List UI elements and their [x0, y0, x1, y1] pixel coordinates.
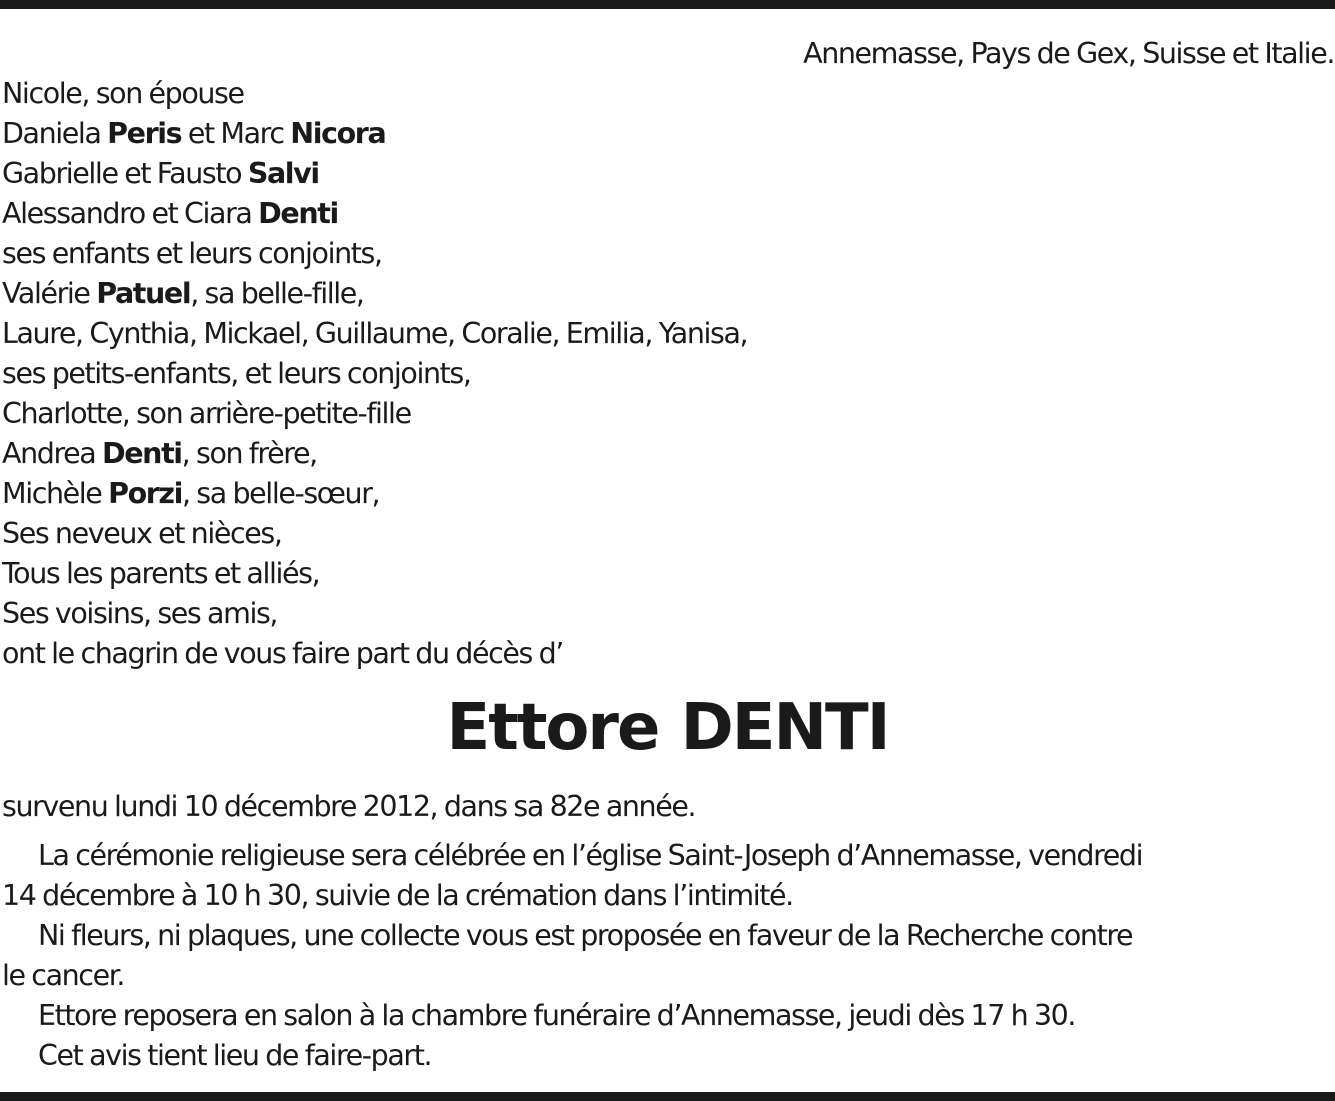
family-line-9	[2, 394, 411, 434]
family-line-text: Nicole, son épouse	[2, 77, 244, 110]
family-line-text: Michèle	[2, 477, 109, 510]
family-line-text: , sa belle-fille,	[190, 277, 364, 310]
family-line-15	[2, 634, 563, 674]
family-surname: Nicora	[290, 117, 386, 150]
family-line-10	[2, 434, 317, 474]
family-line-text: Valérie	[2, 277, 97, 310]
salon-line: Ettore reposera en salon à la chambre funéraire d’Annemasse, jeudi dès 17 h 30.	[38, 999, 1076, 1032]
bottom-rule	[0, 1092, 1335, 1101]
ceremony-line-1: La cérémonie religieuse sera célébrée en l’église Saint-Joseph d’Annemasse, vendredi	[38, 839, 1143, 872]
family-line-text: Tous les parents et alliés,	[2, 557, 320, 590]
death-date-line: survenu lundi 10 décembre 2012, dans sa 82e année.	[2, 790, 696, 823]
family-line-text: Charlotte, son arrière-petite-fille	[2, 397, 411, 430]
family-line-text: Daniela	[2, 117, 108, 150]
family-line-text: ses enfants et leurs conjoints,	[2, 237, 382, 270]
family-line-6	[2, 274, 364, 314]
family-line-13	[2, 554, 319, 594]
family-line-text: Ses voisins, ses amis,	[2, 597, 278, 630]
family-line-14	[2, 594, 277, 634]
family-line-text: ses petits-enfants, et leurs conjoints,	[2, 357, 471, 390]
family-line-11	[2, 474, 379, 514]
family-line-text: et Marc	[181, 117, 291, 150]
family-line-text: , son frère,	[181, 437, 317, 470]
family-line-text: Alessandro et Ciara	[2, 197, 259, 230]
family-line-5	[2, 234, 382, 274]
family-surname: Salvi	[247, 157, 319, 190]
family-surname: Denti	[258, 197, 338, 230]
family-line-text: Gabrielle et Fausto	[2, 157, 248, 190]
family-line-12	[2, 514, 282, 554]
deceased-name: Ettore DENTI	[446, 691, 889, 765]
family-line-3	[2, 154, 319, 194]
family-line-text: ont le chagrin de vous faire part du décès d’	[2, 637, 563, 670]
closing-line: Cet avis tient lieu de faire-part.	[38, 1039, 432, 1072]
location-line: Annemasse, Pays de Gex, Suisse et Italie.	[803, 37, 1334, 70]
family-line-text: Andrea	[2, 437, 102, 470]
family-line-8	[2, 354, 471, 394]
family-line-7	[2, 314, 747, 354]
family-surname: Peris	[107, 117, 182, 150]
family-line-1	[2, 74, 244, 114]
family-line-text: , sa belle-sœur,	[181, 477, 380, 510]
family-line-2	[2, 114, 385, 154]
family-surname: Patuel	[96, 277, 191, 310]
flowers-line-1: Ni fleurs, ni plaques, une collecte vous est proposée en faveur de la Recherche contre	[38, 919, 1133, 952]
family-surname: Porzi	[108, 477, 182, 510]
flowers-line-2: le cancer.	[2, 959, 125, 992]
family-line-text: Ses neveux et nièces,	[2, 517, 282, 550]
family-surname: Denti	[102, 437, 182, 470]
family-line-text: Laure, Cynthia, Mickael, Guillaume, Coralie, Emilia, Yanisa,	[2, 317, 748, 350]
ceremony-line-2: 14 décembre à 10 h 30, suivie de la crémation dans l’intimité.	[2, 879, 793, 912]
family-line-4	[2, 194, 338, 234]
